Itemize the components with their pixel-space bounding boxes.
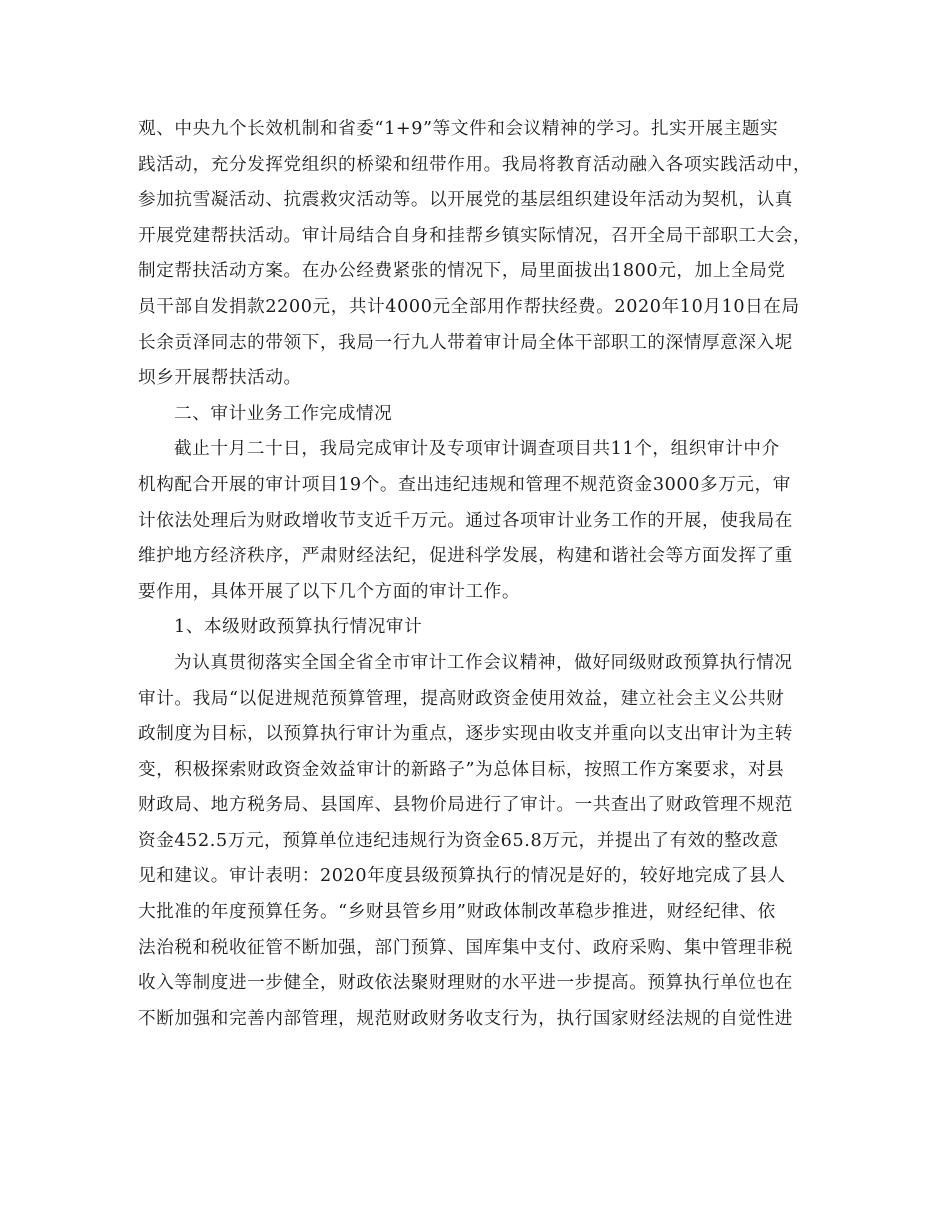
text-line: 不断加强和完善内部管理，规范财政财务收支行为，执行国家财经法规的自觉性进	[138, 1008, 793, 1029]
text-line: 见和建议。审计表明：2020年度县级预算执行的情况是好的，较好地完成了县人	[138, 866, 786, 887]
text-line: 截止十月二十日，我局完成审计及专项审计调查项目共11个，组织审计中介	[174, 439, 780, 460]
text-line: 维护地方经济秩序，严肃财经法纪，促进科学发展，构建和谐社会等方面发挥了重	[138, 546, 793, 567]
text-line: 变，积极探索财政资金效益审计的新路子”为总体目标，按照工作方案要求，对县	[138, 759, 785, 780]
text-line: 践活动，充分发挥党组织的桥梁和纽带作用。我局将教育活动融入各项实践活动中，	[138, 154, 812, 175]
text-line: 为认真贯彻落实全国全省全市审计工作会议精神，做好同级财政预算执行情况	[174, 652, 793, 673]
text-line: 政制度为目标，以预算执行审计为重点，逐步实现由收支并重向以支出审计为主转	[138, 724, 793, 745]
text-line: 大批准的年度预算任务。“乡财县管乡用”财政体制改革稳步推进，财经纪律、依	[138, 902, 776, 923]
text-line: 资金452.5万元，预算单位违纪违规行为资金65.8万元，并提出了有效的整改意	[138, 830, 779, 851]
text-line: 法治税和税收征管不断加强，部门预算、国库集中支付、政府采购、集中管理非税	[138, 937, 793, 958]
text-line: 计依法处理后为财政增收节支近千万元。通过各项审计业务工作的开展，使我局在	[138, 510, 793, 531]
document-body	[138, 112, 814, 1037]
text-line: 参加抗雪凝活动、抗震救灾活动等。以开展党的基层组织建设年活动为契机，认真	[138, 190, 793, 211]
text-line: 审计。我局“以促进规范预算管理，提高财政资金使用效益，建立社会主义公共财	[138, 688, 785, 709]
text-line: 长余贡泽同志的带领下，我局一行九人带着审计局全体干部职工的深情厚意深入坭	[138, 332, 793, 353]
text-line: 观、中央九个长效机制和省委“1+9”等文件和会议精神的学习。扎实开展主题实	[138, 119, 779, 139]
text-line: 二、审计业务工作完成情况	[174, 403, 393, 424]
text-line: 坝乡开展帮扶活动。	[138, 368, 302, 389]
text-line: 财政局、地方税务局、县国库、县物价局进行了审计。一共查出了财政管理不规范	[138, 795, 793, 816]
text-line: 1、本级财政预算执行情况审计	[174, 617, 423, 638]
text-line: 员干部自发捐款2200元，共计4000元全部用作帮扶经费。2020年10月10日在局	[138, 296, 800, 317]
text-line: 机构配合开展的审计项目19个。查出违纪违规和管理不规范资金3000多万元，审	[138, 474, 791, 495]
text-line: 制定帮扶活动方案。在办公经费紧张的情况下，局里面拔出1800元，加上全局党	[138, 261, 786, 282]
text-line: 收入等制度进一步健全，财政依法聚财理财的水平进一步提高。预算执行单位也在	[138, 973, 793, 994]
text-line: 开展党建帮扶活动。审计局结合自身和挂帮乡镇实际情况，召开全局干部职工大会，	[138, 225, 812, 246]
text-line: 要作用，具体开展了以下几个方面的审计工作。	[138, 581, 521, 602]
